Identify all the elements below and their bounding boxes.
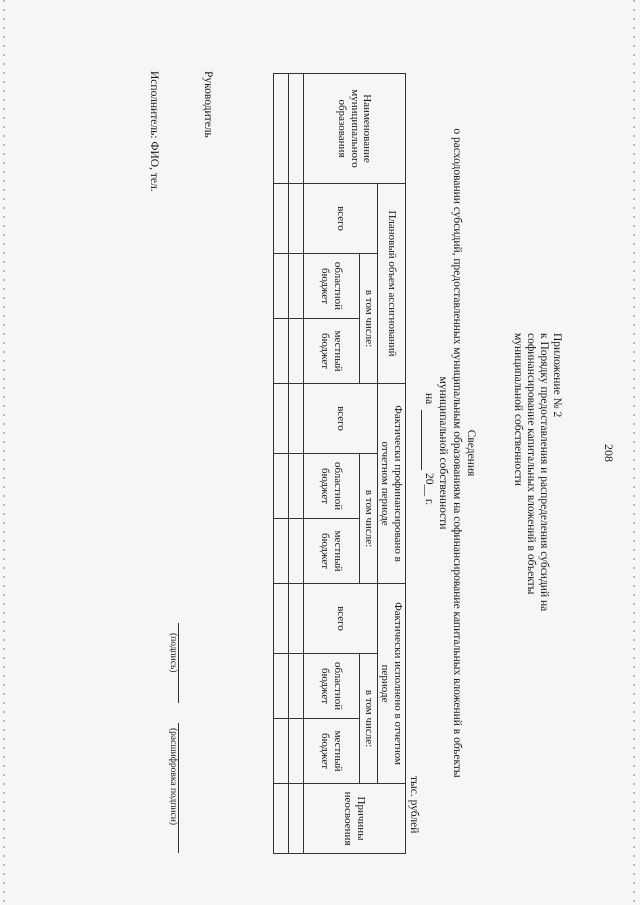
appendix-line-3: софинансирование капитальных вложений в объекты — [525, 332, 537, 594]
header-planned-local: местный бюджет — [304, 318, 360, 383]
appendix-line-4: муниципальной собственности — [512, 332, 524, 486]
decode-line — [178, 723, 179, 853]
header-executed-regional: областной бюджет — [304, 653, 360, 718]
header-financed: Фактически профинансировано в отчетном периоде — [378, 383, 406, 583]
head-label: Руководитель — [202, 70, 214, 138]
executor-label: Исполнитель: ФИО, тел. — [148, 70, 160, 192]
header-reasons: Причины неосвоения — [304, 783, 406, 853]
header-executed-total: всего — [304, 583, 378, 653]
date-blank-line — [421, 410, 422, 470]
header-executed: Фактически исполнено в отчетном периоде — [378, 583, 406, 783]
header-planned-including: в том числе: — [360, 253, 378, 383]
header-financed-local: местный бюджет — [304, 518, 360, 583]
header-executed-including: в том числе: — [360, 653, 378, 783]
header-financed-total: всего — [304, 383, 378, 453]
subsidy-table — [273, 73, 406, 854]
header-municipality: Наименование муниципального образования — [304, 73, 406, 183]
title-line-2: о расходовании субсидий, предоставленных муниципальным образованиям на софинансирование капитальных вложений в объекты — [451, 127, 463, 778]
header-planned: Плановый объем ассигнований — [378, 183, 406, 383]
decode-caption: (расшифровка подписи) — [168, 727, 178, 825]
signature-line — [178, 623, 179, 703]
title-date-year: 20__ г. — [423, 472, 435, 505]
scan-edge-right — [633, 0, 635, 905]
appendix-line-1: Приложение № 2 — [551, 332, 563, 417]
header-financed-including: в том числе: — [360, 453, 378, 583]
title-line-1: Сведения — [465, 429, 477, 476]
title-line-3: муниципальной собственности — [437, 376, 449, 529]
table-row — [274, 73, 289, 853]
header-planned-regional: областной бюджет — [304, 253, 360, 318]
header-financed-regional: областной бюджет — [304, 453, 360, 518]
title-date-prefix: на — [423, 392, 435, 404]
header-executed-local: местный бюджет — [304, 718, 360, 783]
rotated-form — [20, 33, 620, 873]
page-number: 208 — [602, 443, 616, 462]
appendix-line-2: к Порядку предоставления и распределения субсидий на — [538, 332, 550, 611]
units-label: тыс. рублей — [408, 775, 420, 833]
header-planned-total: всего — [304, 183, 378, 253]
signature-caption: (подпись) — [168, 632, 178, 672]
scan-edge-left — [3, 0, 5, 905]
table-row — [289, 73, 304, 853]
